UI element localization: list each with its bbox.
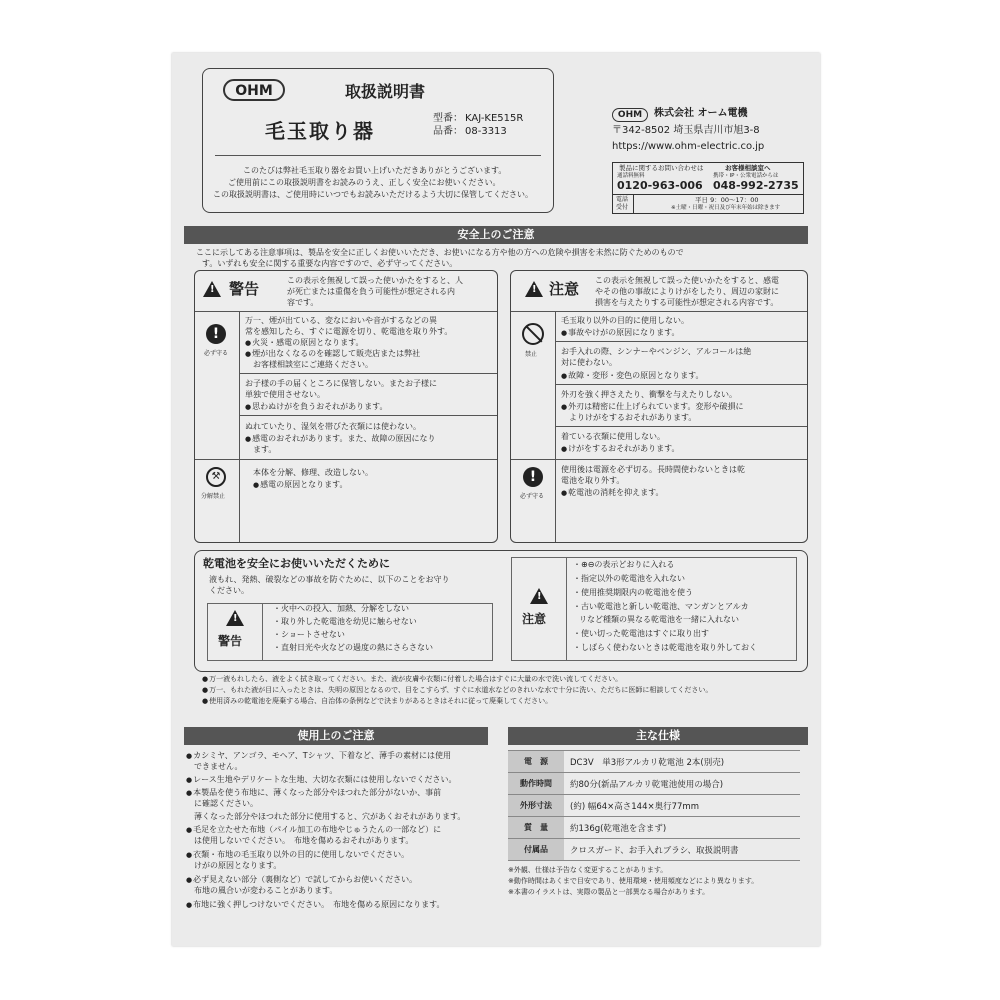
- specs-table: [508, 750, 800, 861]
- caution-item-5-text: 使用後は電源を必ず切る。長時間使わないときは乾: [561, 465, 745, 474]
- warning-item-2-text: お子様の手の届くところに保管しない。またお子様に: [245, 379, 437, 388]
- intro-line-1: このたびは弊社毛玉取り器をお買い上げいただきありがとうございます。: [243, 166, 507, 175]
- item-value: 08-3313: [465, 126, 507, 137]
- caution-item-5-text-2: 電池を取り外す。: [561, 476, 625, 485]
- model-value: KAJ-KE515R: [465, 113, 524, 124]
- spec-note-2: ※動作時間はあくまで目安であり、使用環境・使用頻度などにより異なります。: [508, 877, 759, 885]
- company-logo: OHM: [612, 108, 648, 122]
- no-disassemble-label: 分解禁止: [201, 493, 226, 500]
- prohibit-icon: [522, 323, 544, 345]
- warning-item-2-note: ● 思わぬけがを負うおそれがあります。: [245, 401, 387, 413]
- usage-item-4: ● 毛足を立たせた布地（パイル加工の布地やじゅうたんの一部など）に: [186, 824, 441, 836]
- battery-caution-item-3: ・使用推奨期限内の乾電池を使う: [573, 588, 693, 597]
- battery-caution-icon: [530, 588, 548, 608]
- warning-item-4-note: ● 感電の原因となります。: [253, 479, 347, 491]
- usage-item-1-2: できません。: [194, 762, 243, 771]
- battery-warning-item-4: ・直射日光や火などの過度の熱にさらさない: [273, 643, 433, 652]
- battery-warning-item-3: ・ショートさせない: [273, 630, 345, 639]
- spec-label: 電 源: [508, 751, 564, 772]
- spec-label: 付属品: [508, 839, 564, 860]
- spec-label: 質 量: [508, 817, 564, 838]
- spec-row: [508, 773, 800, 795]
- spec-value: DC3V 単3形アルカリ乾電池 2本(別売): [570, 757, 725, 768]
- caution-triangle-icon: [525, 281, 543, 301]
- hours-note: ※土曜・日曜・祝日及び年末年始は除きます: [671, 205, 781, 211]
- battery-warning-icon: [226, 610, 244, 630]
- usage-title: 使用上のご注意: [184, 727, 488, 745]
- spec-value: 約136g(乾電池を含まず): [570, 823, 667, 834]
- no-disassemble-icon: ⚒: [206, 467, 226, 487]
- usage-item-5: ● 衣類・布地の毛玉取り以外の目的に使用しないでください。: [186, 849, 409, 861]
- title-box: [202, 68, 554, 213]
- usage-item-3-3: 薄くなった部分やほつれた部分に使用すると、穴があくおそれがあります。: [194, 812, 466, 821]
- caution-item-3-note-2: よりけがをするおそれがあります。: [569, 413, 697, 422]
- battery-caution-badge: [511, 557, 567, 661]
- safety-title: 安全上のご注意: [184, 226, 808, 244]
- battery-caution-label: 注意: [522, 612, 547, 626]
- hours-label: 電話受付: [616, 196, 629, 211]
- warning-label: 警告: [229, 280, 260, 298]
- battery-caution-item-6: ・使い切った乾電池はすぐに取り出す: [573, 629, 709, 638]
- battery-intro-1: 液もれ、発熱、破裂などの事故を防ぐために、以下のことをお守り: [209, 575, 450, 584]
- must-follow-label: 必ず守る: [204, 350, 229, 357]
- caution-item-4-note: ● けがをするおそれがあります。: [561, 443, 679, 455]
- warning-item-3-note: ● 感電のおそれがあります。また、故障の原因になり: [245, 433, 435, 445]
- spec-row: [508, 795, 800, 817]
- warning-item-1-note-2: ● 煙が出なくなるのを確認して販売店または弊社: [245, 348, 420, 360]
- warning-item-1-text: 万一、煙が出ている、変なにおいや音がするなどの異: [245, 316, 437, 325]
- warning-item-3-text: ぬれていたり、湿気を帯びた衣類には使わない。: [245, 422, 421, 431]
- hours-value: 平日 9：00〜17：00: [695, 196, 759, 204]
- product-name: 毛玉取り器: [265, 119, 375, 143]
- battery-panel: [194, 550, 808, 672]
- paid-phone: 048-992-2735: [713, 179, 799, 192]
- usage-item-7: ● 布地に強く押しつけないでください。 布地を傷める原因になります。: [186, 899, 444, 911]
- model-label: 型番：: [433, 113, 463, 124]
- battery-title: 乾電池を安全にお使いいただくために: [203, 557, 390, 570]
- battery-warning-badge: [207, 603, 263, 661]
- battery-warning-label: 警告: [218, 634, 243, 648]
- ohm-logo: OHM: [223, 79, 285, 101]
- spec-label: 外形寸法: [508, 795, 564, 816]
- usage-item-2: ● レース生地やデリケートな生地、大切な衣類には使用しないでください。: [186, 774, 457, 786]
- intro-line-3: この取扱説明書は、ご使用時にいつでもお読みいただけるよう大切に保管してください。: [213, 190, 533, 199]
- spec-row: [508, 839, 800, 861]
- battery-note-1: ● 万一液もれしたら、液をよく拭き取ってください。また、液が皮膚や衣類に付着した場合はすぐに大量の水で洗い流してください。: [202, 674, 622, 684]
- battery-note-3: ● 使用済みの乾電池を廃棄する場合、自治体の条例などで決まりがあるときはそれに従って廃棄してください。: [202, 696, 552, 706]
- warning-desc-2: が死亡または重傷を負う可能性が想定される内: [287, 287, 455, 296]
- spec-note-1: ※外観、仕様は予告なく変更することがあります。: [508, 866, 668, 874]
- battery-warning-item-2: ・取り外した乾電池を幼児に触らせない: [273, 617, 417, 626]
- intro-line-2: ご使用前にこの取扱説明書をお読みのうえ、正しく安全にお使いください。: [228, 178, 501, 187]
- usage-item-6-2: 布地の風合いが変わることがあります。: [194, 886, 338, 895]
- caution-desc-2: やその他の事故によりけがをしたり、周辺の家財に: [595, 287, 779, 296]
- caution-item-2-note: ● 故障・変形・変色の原因となります。: [561, 370, 703, 382]
- company-url[interactable]: https://www.ohm-electric.co.jp: [612, 141, 765, 152]
- caution-desc-3: 損害を与えたりする可能性が想定される内容です。: [595, 298, 779, 307]
- spec-note-3: ※本書のイラストは、実際の製品と一部異なる場合があります。: [508, 888, 710, 896]
- item-label: 品番：: [433, 126, 463, 137]
- caution-panel: [510, 270, 808, 543]
- caution-item-1-note: ● 事故やけがの原因になります。: [561, 327, 679, 339]
- spec-row: [508, 817, 800, 839]
- company-name: 株式会社 オーム電機: [654, 108, 748, 119]
- warning-item-1-note-3: お客様相談室にご連絡ください。: [253, 360, 373, 369]
- caution-desc-1: この表示を無視して誤った使いかたをすると、感電: [595, 276, 779, 285]
- caution-item-3-text: 外刃を強く押さえたり、衝撃を与えたりしない。: [561, 390, 737, 399]
- company-address: 〒342-8502 埼玉県吉川市旭3-8: [612, 125, 760, 136]
- mobile-label: 携帯・IP・公衆電話からは: [713, 173, 779, 179]
- caution-item-1-text: 毛玉取り以外の目的に使用しない。: [561, 316, 689, 325]
- safety-intro-1: ここに示してある注意事項は、製品を安全に正しくお使いいただき、お使いになる方や他の方への危険や損害を未然に防ぐためのもので: [196, 248, 684, 257]
- spec-row: [508, 751, 800, 773]
- doc-title: 取扱説明書: [345, 82, 426, 101]
- caution-item-5-note: ● 乾電池の消耗を抑えます。: [561, 487, 663, 499]
- must-follow-label-2: 必ず守る: [520, 493, 545, 500]
- prohibit-label: 禁止: [525, 351, 538, 358]
- caution-label: 注意: [549, 280, 580, 298]
- warning-item-1-note: ● 火災・感電の原因となります。: [245, 337, 363, 349]
- caution-item-2-text-2: 対に使わない。: [561, 358, 617, 367]
- warning-desc-1: この表示を無視して誤った使いかたをすると、人: [287, 276, 463, 285]
- instruction-sheet: [172, 53, 820, 946]
- free-label: 通話料無料: [617, 173, 645, 179]
- spec-value: (約) 幅64×高さ144×奥行77mm: [570, 801, 699, 812]
- battery-caution-item-4: ・古い乾電池と新しい乾電池、マンガンとアルカ: [573, 602, 749, 611]
- caution-item-4-text: 着ている衣類に使用しない。: [561, 432, 665, 441]
- caution-item-3-note: ● 外刃は精密に仕上げられています。変形や破損に: [561, 401, 743, 413]
- battery-note-2: ● 万一、もれた液が目に入ったときは、失明の原因となるので、目をこすらず、すぐに水道水などのきれいな水で十分に洗い、ただちに医師に相談してください。: [202, 685, 712, 695]
- battery-warning-item-1: ・火中への投入、加熱、分解をしない: [273, 604, 409, 613]
- spec-value: 約80分(新品アルカリ乾電池使用の場合): [570, 779, 724, 790]
- spec-label: 動作時間: [508, 773, 564, 794]
- safety-intro-2: す。いずれも安全に関する重要な内容ですので、必ず守ってください。: [202, 259, 458, 268]
- warning-item-3-note-2: ます。: [253, 445, 277, 454]
- must-follow-icon: !: [206, 324, 226, 344]
- warning-item-1-text-2: 常を感知したら、すぐに電源を切り、乾電池を取り外す。: [245, 327, 453, 336]
- warning-triangle-icon: [203, 281, 221, 301]
- battery-caution-item-2: ・指定以外の乾電池を入れない: [573, 574, 685, 583]
- usage-item-5-2: けがの原因となります。: [194, 861, 282, 870]
- spec-value: クロスガード、お手入れブラシ、取扱説明書: [570, 845, 739, 856]
- warning-panel: [194, 270, 498, 543]
- warning-desc-3: 容です。: [287, 298, 319, 307]
- specs-title: 主な仕様: [508, 727, 808, 745]
- free-phone: 0120-963-006: [617, 179, 703, 192]
- usage-item-3: ● 本製品を使う布地に、薄くなった部分やほつれた部分がないか、事前: [186, 787, 441, 799]
- warning-item-4-text: 本体を分解、修理、改造しない。: [253, 468, 373, 477]
- battery-intro-2: ください。: [209, 586, 249, 595]
- battery-caution-item-1: ・⊕⊖の表示どおりに入れる: [573, 560, 675, 569]
- warning-item-2-text-2: 単独で使用させない。: [245, 390, 325, 399]
- battery-caution-item-7: ・しばらく使わないときは乾電池を取り外しておく: [573, 643, 757, 652]
- contact-box: [612, 162, 804, 214]
- usage-item-3-2: に確認ください。: [194, 799, 258, 808]
- contact-header-left: 製品に関するお問い合わせは: [619, 164, 704, 172]
- usage-item-1: ● カシミヤ、アンゴラ、モヘア、Tシャツ、下着など、薄手の素材には使用: [186, 750, 451, 762]
- caution-item-2-text: お手入れの際、シンナーやベンジン、アルコールは絶: [561, 347, 752, 356]
- must-follow-icon-2: !: [523, 467, 543, 487]
- usage-item-6: ● 必ず見えない部分（裏側など）で試してからお使いください。: [186, 874, 417, 886]
- battery-caution-item-5: リなど種類の異なる乾電池を一緒に入れない: [579, 615, 739, 624]
- contact-header-right: お客様相談室へ: [725, 164, 771, 172]
- usage-item-4-2: は使用しないでください。 布地を傷めるおそれがあります。: [194, 836, 414, 845]
